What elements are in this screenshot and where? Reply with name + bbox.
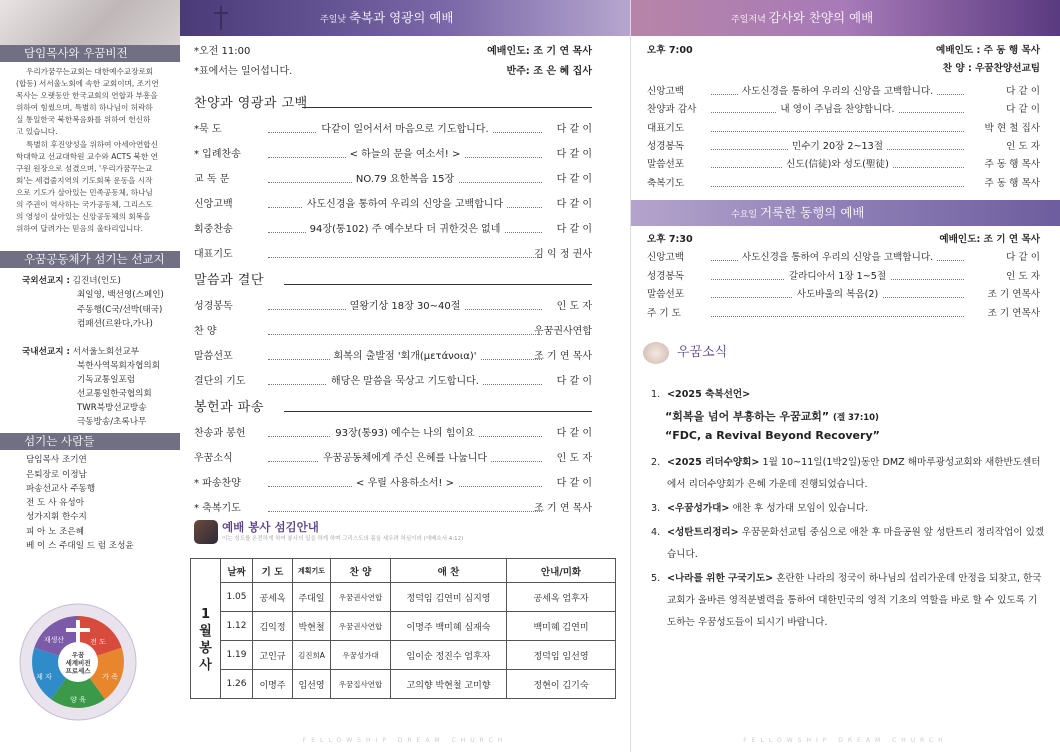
footer-text: FELLOWSHIP DREAM CHURCH (302, 737, 508, 744)
order-row (647, 138, 1040, 156)
section-praise: 찬양과 영광과 고백 (194, 90, 592, 117)
wheel-label-nurture: 양 육 (70, 696, 86, 704)
order-row (194, 319, 592, 344)
order-row (647, 249, 1040, 267)
order-content: 신도(信徒)와 성도(聖徒) (711, 156, 964, 174)
order-label: * 축복기도 (194, 503, 241, 514)
order-label: 말씀선포 (194, 351, 233, 362)
section-word: 말씀과 결단 (194, 267, 592, 294)
volunteer-icon (194, 520, 218, 544)
wheel-center-line3: 프로세스 (65, 667, 91, 675)
order-person: 다 같 이 (556, 174, 592, 185)
news-item: 2. <2025 리더수양회> 1월 10~11일(1박2일)동안 DMZ 해마루광성교회와 새한반도센터에서 리더수양회가 은혜 가운데 진행되었습니다. (651, 457, 1041, 490)
table-row (191, 583, 616, 612)
order-person: 주 동 행 목사 (984, 177, 1040, 189)
order-row (194, 369, 592, 394)
month-cell: 1 월 봉 사 (191, 583, 221, 699)
wheel-label-disciple: 제 자 (36, 673, 52, 681)
order-row (194, 471, 592, 496)
wednesday-title: 거룩한 동행의 예배 (759, 205, 865, 220)
order-person: 인 도 자 (556, 301, 592, 312)
order-person: 인 도 자 (1006, 140, 1040, 152)
news-quote-2: “FDC, a Revival Beyond Recovery” (665, 429, 880, 442)
volunteer-title: 예배 봉사 섬김안내 (222, 520, 319, 534)
order-label: 찬송과 봉헌 (194, 428, 246, 439)
news-item: 1. <2025 축복선언> (651, 389, 751, 400)
order-person: 인 도 자 (1006, 270, 1040, 282)
wednesday-time: 오후 7:30 (647, 234, 693, 245)
order-label: 회중찬송 (194, 224, 233, 235)
mission-section-title: 우꿈공동체가 섬기는 선교지 (0, 251, 180, 268)
order-row (647, 83, 1040, 101)
order-row (194, 446, 592, 471)
order-person: 조 기 연 목사 (534, 503, 592, 514)
order-label: 성경봉독 (194, 301, 233, 312)
order-row (647, 175, 1040, 193)
order-label: 주 기 도 (647, 307, 681, 319)
order-row (647, 268, 1040, 286)
cross-icon (214, 6, 228, 30)
table-cell: 정덕임 임선영 (507, 641, 616, 670)
order-person: 조 기 연 목사 (534, 351, 592, 362)
table-cell: 이명주 백미혜 심재숙 (391, 612, 507, 641)
news-item: 5. <나라를 위한 구국기도> 혼란한 나라의 정국이 하나님의 섭리가운데 안정을 되찾고, 한국교회가 올바른 영적분별력을 통하여 대한민국의 영적 기초의 역할을 바로 할 수 있도록 기도하는 우꿈성도들이 되시기 바랍니다. (651, 573, 1042, 628)
candle-image (0, 0, 180, 45)
order-label: * 입례찬송 (194, 149, 241, 160)
news-list (651, 384, 1046, 636)
order-content: < 하늘의 문을 여소서! > (268, 142, 542, 167)
order-content: < 우릴 사용하소서! > (268, 471, 542, 496)
order-person: 다 같 이 (556, 199, 592, 210)
order-person: 조 기 연목사 (987, 307, 1040, 319)
wheel-label-evangelism: 전 도 (90, 638, 106, 646)
vision-wheel (18, 602, 138, 722)
news-quote-1: “회복을 넘어 부흥하는 우꿈교회” (겔 37:10) (665, 410, 879, 423)
order-row (194, 192, 592, 217)
order-content: 열왕기상 18장 30~40절 (268, 294, 542, 319)
news-item: 4. <성탄트리정리> 우꿈문화선교팀 중심으로 애찬 후 마을공원 앞 성탄트리 정리작업이 있겠습니다. (651, 527, 1045, 560)
evening-title: 감사와 찬양의 예배 (768, 10, 874, 25)
table-cell: 1.12 (221, 612, 253, 641)
order-content: 회복의 출발점 '회개(μετάνοια)' (268, 344, 542, 369)
order-person: 다 같 이 (1006, 252, 1040, 264)
order-person: 박 현 철 집사 (984, 122, 1040, 134)
sunday-time: *오전 11:00 (194, 46, 251, 57)
volunteer-subtitle: 이는 성도를 온전하게 하여 봉사의 일을 하게 하며 그리스도의 몸을 세우려 하심이라 (에베소서 4:12) (222, 536, 464, 542)
table-cell: 공세옥 (253, 583, 293, 612)
order-content: 다같이 일어서서 마음으로 기도합니다. (268, 117, 542, 142)
volunteer-section (190, 520, 620, 691)
order-content: 94장(통102) 주 예수보다 더 귀한것은 없네 (268, 217, 542, 242)
evening-band: 주일저녁 감사와 찬양의 예배 (631, 0, 1060, 36)
table-cell: 정덕임 김연미 심지영 (391, 583, 507, 612)
table-cell: 임선영 (293, 670, 331, 699)
footer-text-right: FELLOWSHIP DREAM CHURCH (743, 737, 948, 744)
order-row (194, 496, 592, 521)
order-label: 신앙고백 (194, 199, 233, 210)
order-person: 김 익 정 권사 (534, 249, 592, 260)
order-label: 말씀선포 (647, 289, 685, 301)
order-label: 신앙고백 (647, 252, 685, 264)
wheel-center-line2: 세계비전 (65, 659, 91, 667)
order-content: 93장(통93) 예수는 나의 힘이요 (268, 421, 542, 446)
order-label: 성경봉독 (647, 270, 685, 282)
pastor-intro: 우리가꿈꾸는교회는 대한예수교장로회 (합동) 서서울노회에 속한 교회이며, 조기연 목사는 오랫동안 한국교회의 연합과 부흥을 위하여 힘썼으며, 특별히 하나님이 허락하 실 통일한국 북한복음화를 위하여 헌신하 고 있습니다. 특별히 후진양성을 위하여 아세아연합신 학대학교 선교대학원 교수와 ACTS 북한 연 구원 원장으로 섬겼으며, '우리가꿈꾸는교 회'는 세겹줄지역의 기도회복 운동을 시작 으로 기도가 살아있는 민족공동체, 하나님 의 주권이 역사하는 국가공동체, 그리스도 의 영성이 살아있는 신앙공동체의 회복을 위하여 달려가는 믿음의 울타리입니다. (16, 67, 159, 234)
evening-choir: 찬 양 : 우꿈찬양선교팀 (942, 63, 1040, 75)
wednesday-band: 수요일 거룩한 동행의 예배 (631, 200, 1060, 226)
sunday-band: 주일낮 축복과 영광의 예배 (180, 0, 630, 36)
table-cell: 1.26 (221, 670, 253, 699)
table-cell: 박현철 (293, 612, 331, 641)
order-label: 신앙고백 (647, 85, 685, 97)
order-row (647, 156, 1040, 174)
sunday-column: 주일낮 축복과 영광의 예배 *오전 11:00 예배인도: 조 기 연 목사 *표에서는 일어섭니다. 반주: 조 은 혜 집사 찬양과 영광과 고백 *묵 도 다같이 일어서서 마음으로 기도합니다. 다 같 이 * 입례찬송 < 하늘의 문을 여소서! > 다 같 이 교 독 문 NO.79 요한복음 15장 다 같 이 신앙고백 사도신경을 통하여 우리의 신앙을 고백합니다 다 같 이 회중찬송 94장(통102) 주 예수보다 더 귀한것은 없네 다 같 이 대표기도 김 익 정 권사 말씀과 결단 성경봉독 열왕기상 18장 30~40절 인 도 자 찬 양 우꿈권사연합 말씀선포 회복의 출발점 '회개(μετάνοια)' 조 기 연 목사 결단의 기도 해당은 말씀을 묵상고 기도합니다. 다 같 이 봉헌과 파송 찬송과 봉헌 93장(통93) 예수는 나의 힘이요 다 같 이 우꿈소식 우꿈공동체에게 주신 은혜를 나눕니다 인 도 자 * 파송찬양 < 우릴 사용하소서! > 다 같 이 * 축복기도 조 기 연 목사 예배 봉사 섬김안내 이는 성도를 온전하게 하여 봉사의 일을 하게 하며 그리스도의 몸을 세우려 하심이라 (에베소서 4:12) 날짜 기 도 계획기도 찬 양 애 찬 안내/미화 1 월 봉 사 1.05 공세옥 주대일 우꿈권사연합 정덕임 김연미 심지영 공세옥 엄후자 1.12 김익정 박현철 우꿈권사연합 이명주 백미혜 심재숙 백미혜 김연미 1.19 고인규 김진희A 우꿈성가대 임이순 정진수 엄후자 정덕임 임선영 1.26 이명주 임선영 우꿈집사연합 고의향 박현철 고미향 정현이 김기숙 FELLOWSHIP DREAM CHURCH (180, 0, 630, 752)
order-row (647, 101, 1040, 119)
order-content: 사도신경을 통하여 우리의 신앙을 고백합니다 (268, 192, 542, 217)
order-row (647, 286, 1040, 304)
left-column (0, 0, 180, 752)
news-icon (643, 342, 669, 364)
table-cell: 이명주 (253, 670, 293, 699)
table-cell: 우꿈성가대 (331, 641, 391, 670)
order-row (647, 120, 1040, 138)
table-cell: 공세옥 엄후자 (507, 583, 616, 612)
volunteer-table: 날짜 기 도 계획기도 찬 양 애 찬 안내/미화 1 월 봉 사 1.05 공세옥 주대일 우꿈권사연합 정덕임 김연미 심지영 공세옥 엄후자 1.12 김익정 박현철 우꿈권사연합 이명주 백미혜 심재숙 백미혜 김연미 1.19 고인규 김진희A 우꿈성가대 임이순 정진수 엄후자 정덕임 임선영 1.26 이명주 임선영 우꿈집사연합 고의향 박현철 고미향 정현이 김기숙 (190, 558, 616, 699)
order-content: 우꿈공동체에게 주신 은혜를 나눕니다 (268, 446, 542, 471)
order-content: 민수기 20장 2~13절 (711, 138, 964, 156)
order-content: 사도신경을 통하여 우리의 신앙을 고백합니다. (711, 83, 964, 101)
order-row (194, 421, 592, 446)
order-label: 성경봉독 (647, 140, 685, 152)
order-label: 말씀선포 (647, 159, 685, 171)
order-person: 다 같 이 (556, 124, 592, 135)
wednesday-leader: 예배인도: 조 기 연 목사 (939, 234, 1040, 245)
table-cell: 김진희A (293, 641, 331, 670)
table-cell: 우꿈권사연합 (331, 583, 391, 612)
order-content: 사도바울의 복음(2) (711, 286, 964, 304)
order-label: 우꿈소식 (194, 453, 233, 464)
order-content: 해당은 말씀을 묵상고 기도합니다. (268, 369, 542, 394)
order-label: 결단의 기도 (194, 376, 246, 387)
table-cell: 1.19 (221, 641, 253, 670)
evening-leader: 예배인도 : 주 동 행 목사 (936, 45, 1040, 56)
order-label: 대표기도 (194, 249, 233, 260)
staff-section-title: 섬기는 사람들 (0, 433, 180, 450)
order-label: 대표기도 (647, 122, 685, 134)
order-person: 주 동 행 목사 (984, 159, 1040, 171)
order-label: 찬 양 (194, 326, 217, 337)
order-row (647, 305, 1040, 323)
table-cell: 정현이 김기숙 (507, 670, 616, 699)
pastor-section-title: 담임목사와 우꿈비전 (0, 45, 180, 62)
order-label: * 파송찬양 (194, 478, 241, 489)
evening-column (630, 0, 1060, 752)
order-person: 다 같 이 (1006, 85, 1040, 97)
order-person: 다 같 이 (556, 149, 592, 160)
order-content: 갈라디아서 1장 1~5절 (711, 268, 964, 286)
table-cell: 1.05 (221, 583, 253, 612)
sunday-title: 축복과 영광의 예배 (348, 10, 454, 25)
order-person: 인 도 자 (556, 453, 592, 464)
table-cell: 주대일 (293, 583, 331, 612)
section-offering: 봉헌과 파송 (194, 394, 592, 421)
mission-list: 국외선교지 : 김진녀(인도) 최일영, 백선영(스페인) 주동행(C국/선박(태국) 컴패션(르완다,가나) 국내선교지 : 서서울노회선교부 북한사역목회자협의회 기독교통일포럼 선교통일한국협의회 TWR북방선교방송 극동방송/초록나무 (22, 276, 164, 428)
sunday-leader: 예배인도: 조 기 연 목사 (487, 46, 592, 57)
sunday-accompanist: 반주: 조 은 혜 집사 (506, 66, 592, 77)
table-row (191, 612, 616, 641)
order-person: 다 같 이 (1006, 104, 1040, 116)
order-label: 축복기도 (647, 177, 685, 189)
order-label: 교 독 문 (194, 174, 230, 185)
table-cell: 백미혜 김연미 (507, 612, 616, 641)
news-title: 우꿈소식 (643, 342, 727, 364)
order-person: 다 같 이 (556, 376, 592, 387)
order-row (194, 167, 592, 192)
order-label: 찬양과 감사 (647, 104, 697, 116)
evening-time: 오후 7:00 (647, 45, 693, 56)
order-row (194, 294, 592, 319)
order-row (194, 344, 592, 369)
table-cell: 임이순 정진수 엄후자 (391, 641, 507, 670)
order-row (194, 117, 592, 142)
order-person: 다 같 이 (556, 224, 592, 235)
wheel-label-family: 가 족 (102, 673, 118, 681)
order-content: 내 영이 주님을 찬양합니다. (711, 101, 964, 119)
news-item: 3. <우꿈성가대> 애찬 후 성가대 모임이 있습니다. (651, 503, 869, 514)
order-row (194, 242, 592, 267)
order-label: *묵 도 (194, 124, 222, 135)
order-person: 우꿈권사연합 (534, 326, 592, 337)
table-cell: 우꿈집사연합 (331, 670, 391, 699)
table-cell: 김익정 (253, 612, 293, 641)
order-person: 다 같 이 (556, 428, 592, 439)
wheel-center-line1: 우꿈 (71, 651, 85, 659)
table-cell: 고의향 박현철 고미향 (391, 670, 507, 699)
order-row (194, 142, 592, 167)
table-cell: 고인규 (253, 641, 293, 670)
order-content: NO.79 요한복음 15장 (268, 167, 542, 192)
order-row (194, 217, 592, 242)
table-row (191, 641, 616, 670)
order-person: 다 같 이 (556, 478, 592, 489)
staff-list: 담임목사 조기연 은퇴장로 이정남 파송선교사 주동행 전 도 사 유성아 성가지휘 한수지 피 아 노 조은혜 베 이 스 주대일 드 럼 조성윤 (26, 455, 134, 552)
order-content: 사도신경을 통하여 우리의 신앙을 고백합니다. (711, 249, 964, 267)
order-person: 조 기 연목사 (987, 289, 1040, 301)
table-cell: 우꿈권사연합 (331, 612, 391, 641)
wheel-label-reproduce: 재생산 (43, 636, 65, 644)
table-row (191, 670, 616, 699)
